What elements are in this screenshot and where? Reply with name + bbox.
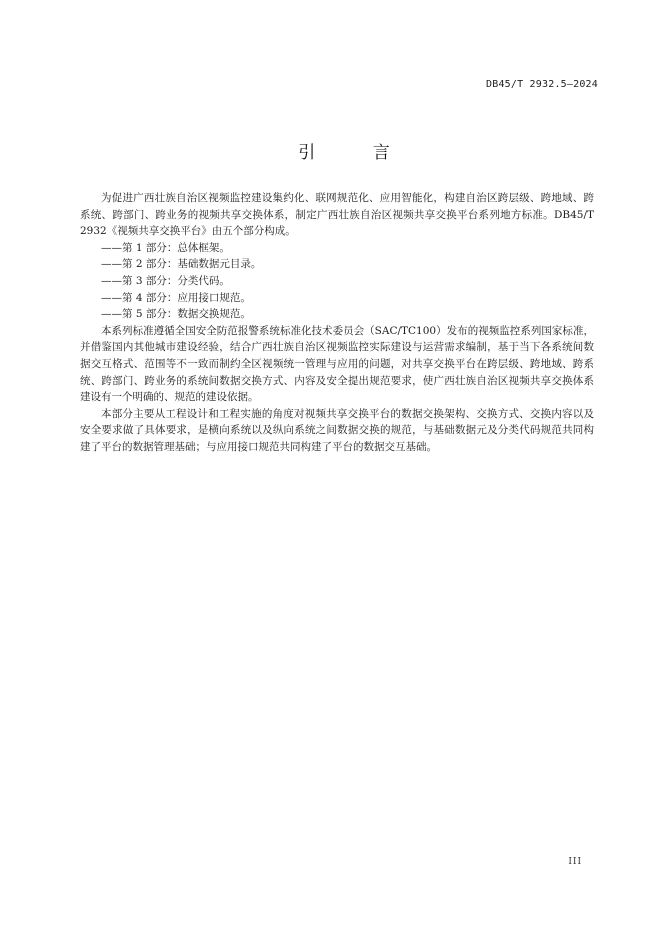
standard-code: DB45/T 2932.5—2024 <box>486 79 598 90</box>
page-number: III <box>568 857 582 867</box>
list-item: ——第 2 部分：基础数据元目录。 <box>101 258 262 271</box>
list-item: ——第 3 部分：分类代码。 <box>101 274 230 287</box>
list-item: ——第 4 部分：应用接口规范。 <box>101 291 251 304</box>
parts-list <box>80 240 594 323</box>
list-item: ——第 5 部分：数据交换规范。 <box>101 308 251 321</box>
page-title: 引 言 <box>298 143 416 163</box>
document-body <box>80 190 594 456</box>
intro-paragraph-1: 为促进广西壮族自治区视频监控建设集约化、联网规范化、应用智能化，构建自治区跨层级、跨地域、跨系统、跨部门、跨业务的视频共享交换体系，制定广西壮族自治区视频共享交换平台系列地方标准。DB45/T 2932《视频共享交换平台》由五个部分构成。 <box>80 192 594 238</box>
intro-paragraph-3: 本部分主要从工程设计和工程实施的角度对视频共享交换平台的数据交换架构、交换方式、交换内容以及安全要求做了具体要求，是横向系统以及纵向系统之间数据交换的规范，与基础数据元及分类代码规范共同构建了平台的数据管理基础；与应用接口规范共同构建了平台的数据交互基础。 <box>80 407 594 453</box>
list-item: ——第 1 部分：总体框架。 <box>101 241 230 254</box>
intro-paragraph-2: 本系列标准遵循全国安全防范报警系统标准化技术委员会（SAC/TC100）发布的视频监控系列国家标准，并借鉴国内其他城市建设经验，结合广西壮族自治区视频监控实际建设与运营需求编制，基于当下各系统间数据交互格式、范围等不一致而制约全区视频统一管理与应用的问题，对共享交换平台在跨层级、跨地域、跨系统、跨部门、跨业务的系统间数据交换方式、内容及安全提出规范要求，使广西壮族自治区视频共享交换体系建设有一个明确的、规范的建设依据。 <box>80 324 594 404</box>
